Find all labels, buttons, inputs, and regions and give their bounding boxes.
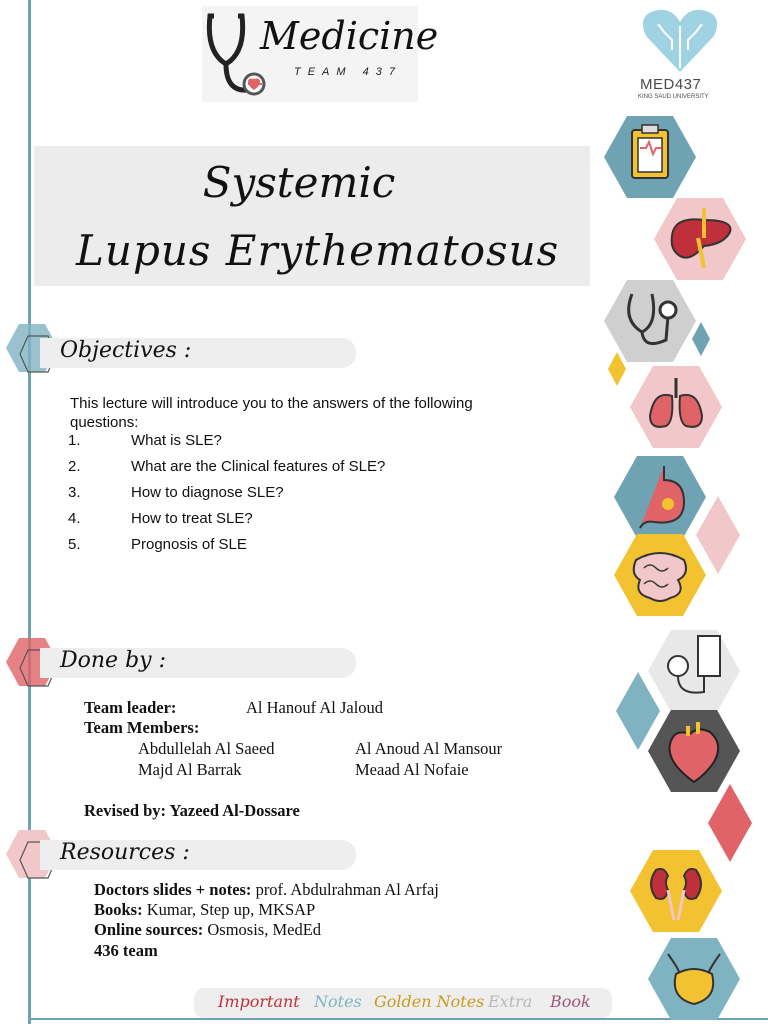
legend-golden-notes: Golden Notes [374,992,485,1011]
yellow-diamond-icon [608,352,626,386]
liver-icon [654,198,746,280]
logo-title: Medicine [260,14,439,58]
med437-text: MED437 [640,76,702,93]
objectives-heading-bar [40,338,356,368]
resource-value: prof. Abdulrahman Al Arfaj [251,880,439,899]
list-item-text: How to diagnose SLE? [131,484,284,501]
intestines-icon [614,534,706,616]
team-leader-name: Al Hanouf Al Jaloud [246,698,384,717]
list-item-text: What is SLE? [131,432,222,449]
team-members-label: Team Members: [84,718,200,737]
team-leader-label: Team leader: [84,698,177,717]
resource-value: Osmosis, MedEd [203,920,322,939]
blood-pressure-icon [648,630,740,712]
resource-label: 436 team [94,941,158,960]
title-line-2: Lupus Erythematosus [76,226,560,275]
bladder-icon [648,938,740,1020]
logo-team: TEAM 437 [294,66,402,78]
stethoscope-icon [204,12,266,100]
med437-logo [636,6,726,102]
teal-diamond-icon [692,322,710,356]
heart-logo-icon [640,6,720,74]
resource-label: Books: [94,900,143,919]
resource-line [94,920,321,940]
resource-line [94,900,315,920]
list-item-number: 2. [68,458,81,475]
lungs-icon [630,366,722,448]
title-box [34,146,590,286]
team-member: Majd Al Barrak [138,760,242,779]
done-by-heading-bar [40,648,356,678]
resource-label: Doctors slides + notes: [94,880,252,899]
kidneys-icon [630,850,722,932]
color-legend [194,988,612,1018]
team-member: Al Anoud Al Mansour [355,739,503,758]
legend-important: Important [218,992,300,1011]
list-item-text: Prognosis of SLE [131,536,247,553]
med437-subtext: KING SAUD UNIVERSITY [638,94,709,100]
done-by-heading: Done by : [60,648,166,673]
team-member: Meaad Al Nofaie [355,760,469,779]
revised-by: Revised by: Yazeed Al-Dossare [84,801,300,820]
objectives-heading: Objectives : [60,338,192,363]
clipboard-icon [604,116,696,198]
stomach-icon [614,456,706,538]
resource-value: Kumar, Step up, MKSAP [142,900,316,919]
resources-heading: Resources : [60,840,190,865]
heart-icon [648,710,740,792]
legend-extra: Extra [488,992,533,1011]
legend-book: Book [550,992,591,1011]
list-item-number: 5. [68,536,81,553]
list-item-number: 4. [68,510,81,527]
resource-line [94,941,158,961]
title-line-1: Systemic [202,158,396,207]
team-member: Abdullelah Al Saeed [138,739,275,758]
legend-notes: Notes [314,992,362,1011]
list-item-text: How to treat SLE? [131,510,253,527]
resource-label: Online sources: [94,920,204,939]
list-item-number: 1. [68,432,81,449]
medicine-team-logo [202,6,439,102]
list-item-number: 3. [68,484,81,501]
objectives-intro: This lecture will introduce you to the answers of the following questions: [70,395,473,431]
stethoscope-icon [604,280,696,362]
list-item-text: What are the Clinical features of SLE? [131,458,386,475]
resource-line [94,880,439,900]
resources-heading-bar [40,840,356,870]
